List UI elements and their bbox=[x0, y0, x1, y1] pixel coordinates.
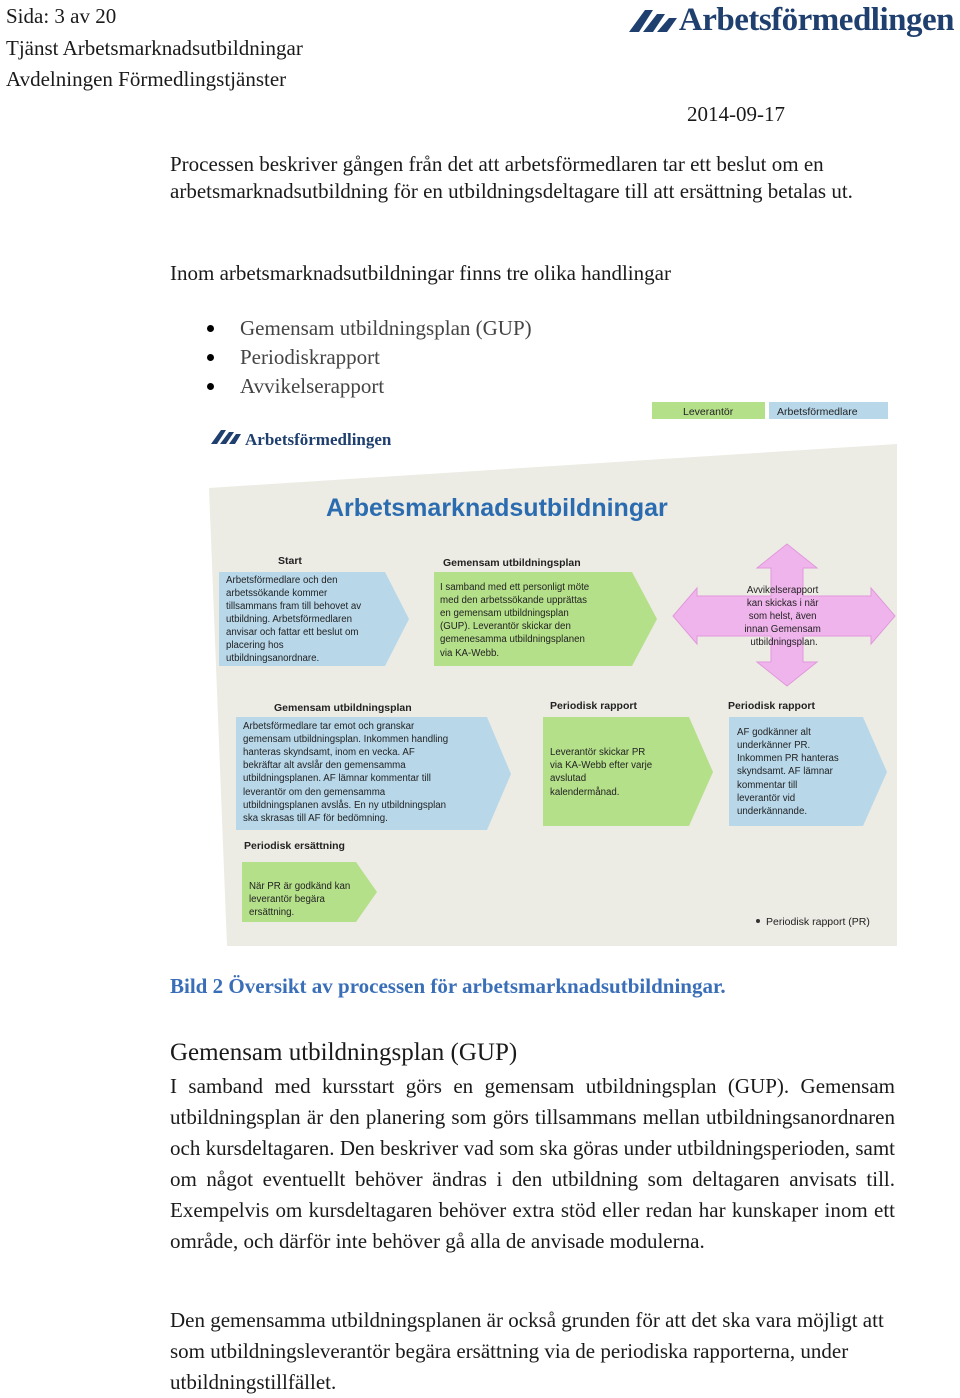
service-name: Tjänst Arbetsmarknadsutbildningar bbox=[6, 36, 303, 60]
step-ersattning-title: Periodisk ersättning bbox=[244, 840, 345, 852]
logo-text: Arbetsförmedlingen bbox=[678, 2, 954, 38]
footnote-bullet bbox=[756, 919, 760, 923]
legend-leverantor-label: Leverantör bbox=[683, 406, 734, 418]
list-item: Periodiskrapport bbox=[170, 343, 532, 372]
handlingar-list bbox=[170, 314, 532, 401]
arbetsformedlingen-logo bbox=[627, 2, 954, 39]
step-start-title: Start bbox=[278, 555, 302, 567]
avvikelse-text: Avvikelserapport kan skickas i när som helst, även innan Gemensam utbildningsplan. bbox=[744, 585, 821, 648]
diagram-title: Arbetsmarknadsutbildningar bbox=[326, 494, 668, 522]
diagram-footnote: Periodisk rapport (PR) bbox=[766, 916, 870, 928]
section-paragraph-1: I samband med kursstart görs en gemensam utbildningsplan (GUP). Gemensam utbildningsplan är den planering som görs tillsammans mellan utbildningsanordnaren och kursdeltagaren. Den beskriver vad som ska göras under utbildningsperioden, samt om något eventuellt behöver ändras i den utbildning som deltagaren anvisats till. Exempelvis om kursdeltagaren behöver extra stöd eller redan har kunskaper inom ett område, och därför inte behöver gå alla de anvisade modulerna. bbox=[170, 1074, 895, 1253]
document-date: 2014-09-17 bbox=[687, 102, 785, 126]
page-number: Sida: 3 av 20 bbox=[6, 4, 117, 28]
step-gup-supplier-title: Gemensam utbildningsplan bbox=[443, 557, 581, 569]
step-gup-af-text: Arbetsförmedlare tar emot och granskar gemensam utbildningsplan. Inkommen handling hanteras skyndsamt, inom en vecka. AF bekräftar alt avslår den gemensamma utbildningsplanen. AF lämnar kommentar till leverantör om den gemensamma utbildningsplanen avslås. En ny utbildningsplan ska skrasas till AF för bedömning. bbox=[243, 721, 449, 824]
figure-caption: Bild 2 Översikt av processen för arbetsmarknadsutbildningar. bbox=[170, 974, 726, 998]
step-pr-supplier-text: Leverantör skickar PR via KA-Webb efter varje avslutad kalendermånad. bbox=[550, 747, 653, 798]
step-ersattning-text: När PR är godkänd kan leverantör begära ersättning. bbox=[249, 881, 351, 918]
intro-paragraph: Processen beskriver gången från det att arbetsförmedlaren tar ett beslut om en arbetsmarknadsutbildning för en utbildningsdeltagare till att ersättning betalas ut. bbox=[170, 152, 853, 203]
step-gup-af-title: Gemensam utbildningsplan bbox=[274, 702, 412, 714]
handlingar-intro: Inom arbetsmarknadsutbildningar finns tre olika handlingar bbox=[170, 261, 671, 285]
process-diagram bbox=[209, 400, 897, 946]
diagram-logo-text: Arbetsförmedlingen bbox=[245, 430, 392, 449]
list-item: Gemensam utbildningsplan (GUP) bbox=[170, 314, 532, 343]
step-pr-af-text: AF godkänner alt underkänner PR. Inkommen PR hanteras skyndsamt. AF lämnar kommentar till leverantör vid underkännande. bbox=[737, 727, 839, 817]
section-paragraph-2: Den gemensamma utbildningsplanen är också grunden för att det ska vara möjligt att som utbildningsleverantör begära ersättning via de periodiska rapporterna, under utbildningstillfället. bbox=[170, 1308, 884, 1394]
list-item: Avvikelserapport bbox=[170, 372, 532, 401]
diagram-logo bbox=[211, 430, 392, 449]
step-pr-supplier-title: Periodisk rapport bbox=[550, 700, 637, 712]
step-pr-supplier-arrow bbox=[543, 717, 713, 826]
step-gup-supplier-text: I samband med ett personligt möte med den arbetssökande upprättas en gemensam utbildningsplan (GUP). Leverantör skickar den gemenesamma utbildningsplanen via KA-Webb. bbox=[440, 582, 590, 659]
step-pr-af-title: Periodisk rapport bbox=[728, 700, 815, 712]
section-heading: Gemensam utbildningsplan (GUP) bbox=[170, 1039, 518, 1066]
department-name: Avdelningen Förmedlingstjänster bbox=[6, 67, 287, 91]
legend-arbetsformedlare-label: Arbetsförmedlare bbox=[777, 406, 858, 418]
step-start-text: Arbetsförmedlare och den arbetssökande kommer tillsammans fram till behovet av utbildning. Arbetsförmedlaren anvisar och fattar ett beslut om placering hos utbildningsanordnare. bbox=[226, 575, 362, 664]
logo-mark-icon bbox=[627, 6, 679, 36]
